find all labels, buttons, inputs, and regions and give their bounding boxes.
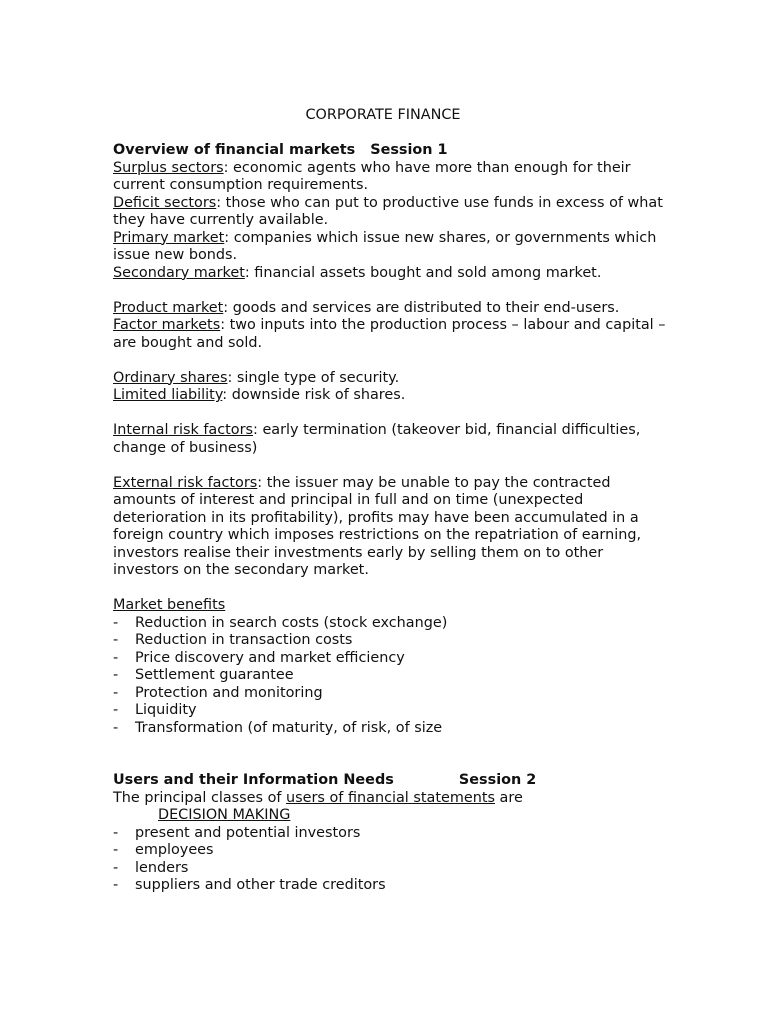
list-item: - Liquidity: [113, 702, 673, 720]
intro-prefix: The principal classes of: [113, 789, 287, 806]
list-item: - present and potential investors: [113, 825, 673, 843]
list-item: - lenders: [113, 860, 673, 878]
decision-making-heading: DECISION MAKING: [158, 807, 291, 823]
definition-term: Secondary market: [113, 264, 245, 281]
list-item: - Protection and monitoring: [113, 685, 673, 703]
document-page: [113, 107, 673, 895]
definition-text: : goods and services are distributed to their end-users.: [223, 299, 620, 316]
definition-text: : two inputs into the production process – labour and capital – are bought and sold.: [113, 317, 666, 351]
definition-product-market: [113, 300, 673, 318]
definition-text: : the issuer may be unable to pay the contracted amounts of interest and principal in full and on time (unexpected deterioration in its profitability), profits may have been accumulated in a foreign country which imposes restrictions on the repatriation of earning, investors realise their investments early by selling them on to other investors on the secondary market.: [113, 474, 642, 578]
definition-term: Deficit sectors: [113, 194, 217, 211]
definition-text: : those who can put to productive use funds in excess of what they have currently available.: [113, 194, 663, 228]
definition-text: : early termination (takeover bid, financial difficulties, change of business): [113, 422, 641, 456]
definition-term: Internal risk factors: [113, 422, 254, 438]
definition-term: Product market: [113, 299, 224, 316]
list-item: - Reduction in transaction costs: [113, 632, 673, 650]
definition-factor-markets: [113, 317, 673, 352]
definition-term: Factor markets: [113, 317, 221, 333]
definition-text: : downside risk of shares.: [222, 387, 406, 403]
definition-deficit-sectors: [113, 195, 673, 230]
definition-surplus-sectors: [113, 160, 673, 195]
definition-text: : companies which issue new shares, or governments which issue new bonds.: [113, 229, 657, 263]
definition-term: Surplus sectors: [113, 159, 224, 176]
definition-text: : single type of security.: [227, 369, 400, 386]
document-title: CORPORATE FINANCE: [305, 107, 461, 123]
intro-suffix: are: [494, 789, 523, 806]
session2-intro: [113, 790, 673, 808]
session1-heading: Overview of financial markets Session 1: [113, 142, 448, 158]
definition-text: : economic agents who have more than enough for their current consumption requirements.: [113, 159, 631, 193]
definition-term: External risk factors: [113, 474, 258, 491]
list-item: - Settlement guarantee: [113, 667, 673, 685]
definition-text: : financial assets bought and sold among market.: [244, 264, 602, 281]
intro-term: users of financial statements: [286, 789, 495, 806]
definition-term: Primary market: [113, 229, 225, 246]
definition-primary-market: [113, 230, 673, 265]
market-benefits-heading: Market benefits: [113, 597, 226, 613]
list-item: - Reduction in search costs (stock exchange): [113, 615, 673, 633]
list-item: - Transformation (of maturity, of risk, of size: [113, 720, 673, 738]
session2-heading: Users and their Information Needs Session 2: [113, 772, 537, 788]
definition-limited-liability: [113, 387, 673, 405]
definition-external-risk: [113, 475, 673, 580]
definition-term: Ordinary shares: [113, 369, 228, 386]
definition-ordinary-shares: [113, 370, 673, 388]
definition-internal-risk: [113, 422, 673, 457]
definition-secondary-market: [113, 265, 673, 283]
definition-term: Limited liability: [113, 387, 223, 403]
market-benefits-list: [113, 615, 673, 738]
list-item: - suppliers and other trade creditors: [113, 877, 673, 895]
list-item: - Price discovery and market efficiency: [113, 650, 673, 668]
list-item: - employees: [113, 842, 673, 860]
users-list: [113, 825, 673, 895]
